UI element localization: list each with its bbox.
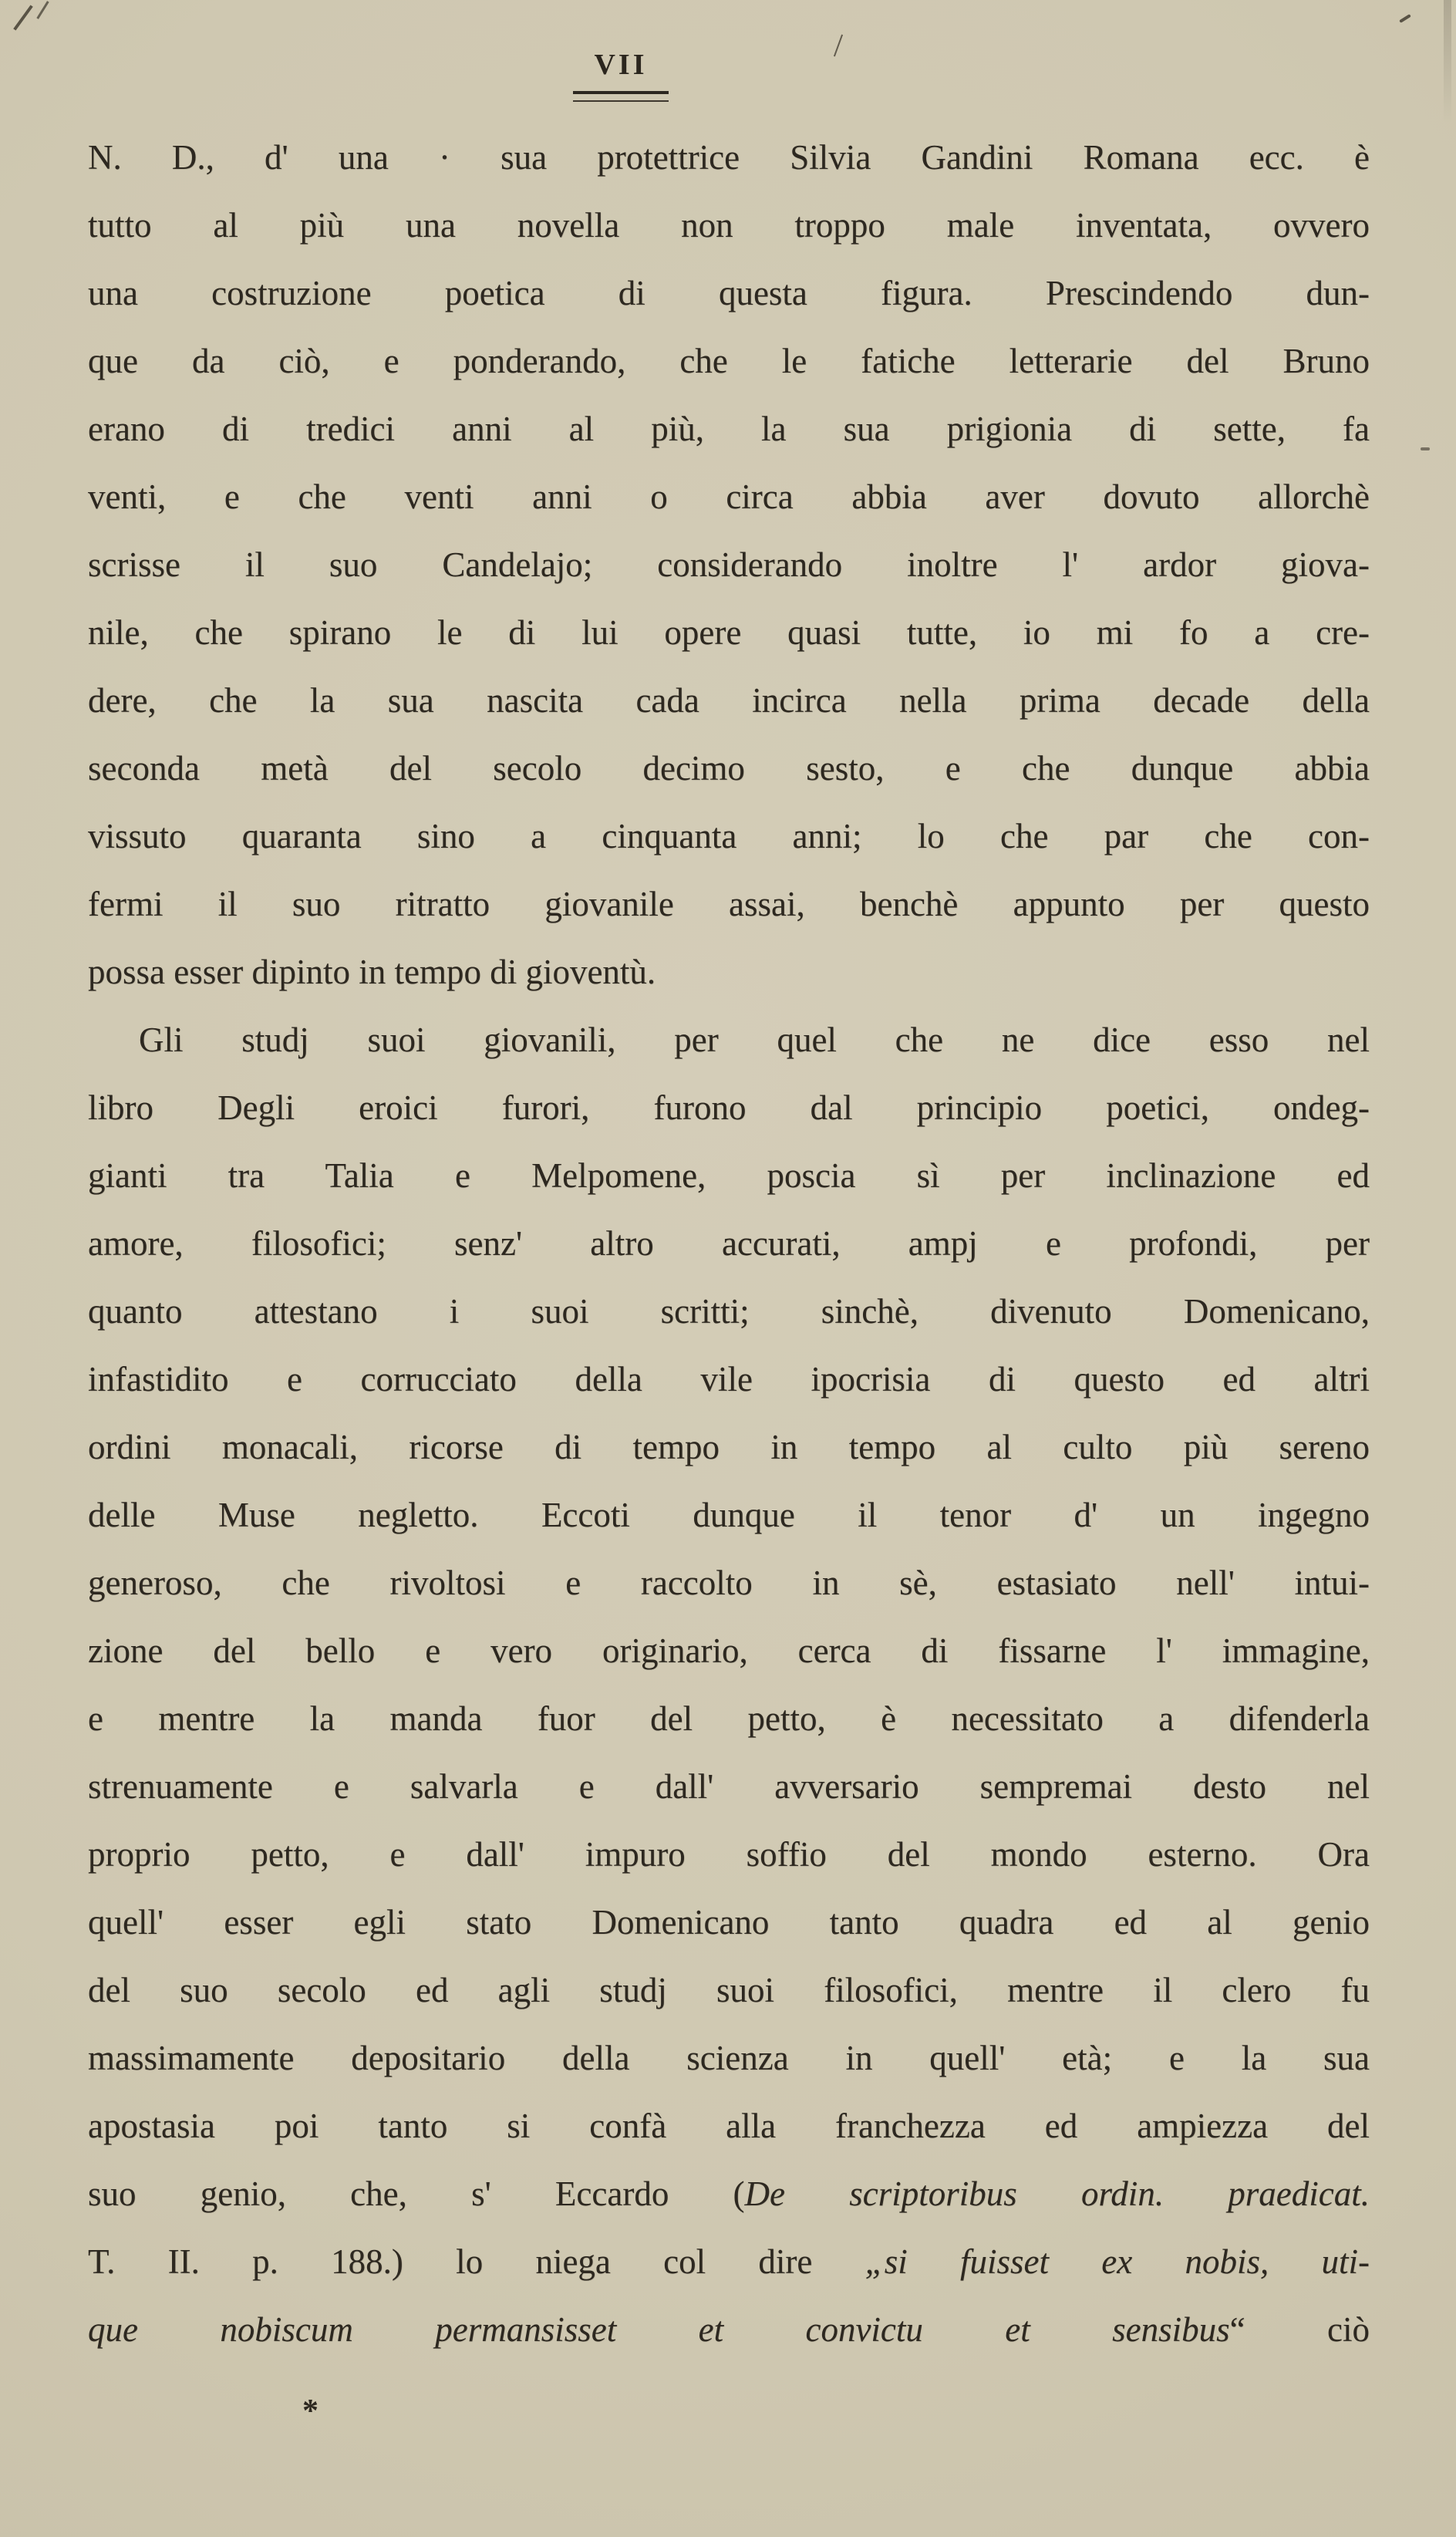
text-line <box>88 734 1370 802</box>
text-line <box>88 1209 1370 1277</box>
italic-text-segment: „si fuisset ex nobis, uti- <box>865 2242 1370 2281</box>
text-line <box>88 1753 1370 1820</box>
text-line <box>88 2092 1370 2160</box>
paragraph <box>88 1006 1370 2363</box>
text-segment: possa esser dipinto in tempo di gioventù. <box>88 953 656 991</box>
scan-artifact <box>13 5 33 30</box>
text-line <box>88 259 1370 327</box>
text-segment: dere, che la sua nascita cada incirca nella prima decade della <box>88 681 1370 720</box>
text-segment: infastidito e corrucciato della vile ipocrisia di questo ed altri <box>88 1360 1370 1398</box>
text-line <box>88 2160 1370 2228</box>
scan-artifact <box>1399 14 1411 23</box>
header-rule-thick <box>573 91 669 94</box>
text-line <box>88 2228 1370 2296</box>
text-line <box>88 1142 1370 1209</box>
scan-artifact <box>36 1 49 19</box>
text-line <box>88 1685 1370 1753</box>
paragraph <box>88 123 1370 1006</box>
text-line <box>88 463 1370 531</box>
text-line <box>88 1277 1370 1345</box>
text-segment: proprio petto, e dall' impuro soffio del mondo esterno. Ora <box>88 1835 1370 1874</box>
text-segment: suo genio, che, s' Eccardo ( <box>88 2174 745 2213</box>
text-line <box>88 191 1370 259</box>
text-segment: erano di tredici anni al più, la sua prigionia di sette, fa <box>88 410 1370 448</box>
text-line <box>88 870 1370 938</box>
text-segment: amore, filosofici; senz' altro accurati, ampj e profondi, per <box>88 1224 1370 1263</box>
text-line <box>88 531 1370 599</box>
text-line <box>88 1413 1370 1481</box>
text-line <box>88 1345 1370 1413</box>
text-segment: e mentre la manda fuor del petto, è necessitato a difenderla <box>88 1699 1370 1738</box>
text-line <box>88 938 1370 1006</box>
header-rule-thin <box>573 100 669 102</box>
text-line <box>88 1617 1370 1685</box>
text-line <box>88 802 1370 870</box>
footer-signature-mark: * <box>302 2394 318 2429</box>
text-segment: quanto attestano i suoi scritti; sinchè, divenuto Domenicano, <box>88 1292 1370 1331</box>
text-segment: delle Muse negletto. Eccoti dunque il tenor d' un ingegno <box>88 1496 1370 1534</box>
text-segment: venti, e che venti anni o circa abbia aver dovuto allorchè <box>88 477 1370 516</box>
text-line <box>88 1820 1370 1888</box>
text-line <box>88 1956 1370 2024</box>
text-segment: N. D., d' una · sua protettrice Silvia Gandini Romana ecc. è <box>88 138 1370 177</box>
text-segment: massimamente depositario della scienza in quell' età; e la sua <box>88 2039 1370 2077</box>
text-segment: gianti tra Talia e Melpomene, poscia sì per inclinazione ed <box>88 1156 1370 1195</box>
text-line <box>88 2296 1370 2363</box>
text-segment: del suo secolo ed agli studj suoi filosofici, mentre il clero fu <box>88 1971 1370 2009</box>
text-segment: seconda metà del secolo decimo sesto, e che dunque abbia <box>88 749 1370 788</box>
page-header <box>0 48 1242 102</box>
text-segment: T. II. p. 188.) lo niega col dire <box>88 2242 865 2281</box>
text-line <box>88 1888 1370 1956</box>
text-segment: generoso, che rivoltosi e raccolto in sè, estasiato nell' intui- <box>88 1564 1370 1602</box>
scan-artifact <box>1444 0 1451 123</box>
text-line <box>88 327 1370 395</box>
text-segment: tutto al più una novella non troppo male inventata, ovvero <box>88 206 1370 245</box>
text-line <box>88 2024 1370 2092</box>
text-segment: vissuto quaranta sino a cinquanta anni; lo che par che con- <box>88 817 1370 855</box>
text-segment: que da ciò, e ponderando, che le fatiche letterarie del Bruno <box>88 342 1370 380</box>
text-segment: scrisse il suo Candelajo; considerando inoltre l' ardor giova- <box>88 545 1370 584</box>
text-segment: libro Degli eroici furori, furono dal principio poetici, ondeg- <box>88 1088 1370 1127</box>
text-line <box>88 1006 1370 1074</box>
text-line <box>88 395 1370 463</box>
text-line <box>88 599 1370 666</box>
text-line <box>88 123 1370 191</box>
text-segment: apostasia poi tanto si confà alla franchezza ed ampiezza del <box>88 2107 1370 2145</box>
italic-text-segment: que nobiscum permansisset et convictu et sensibus <box>88 2310 1230 2349</box>
text-segment: zione del bello e vero originario, cerca di fissarne l' immagine, <box>88 1631 1370 1670</box>
scan-artifact <box>1421 447 1430 450</box>
text-line <box>88 1074 1370 1142</box>
text-segment: una costruzione poetica di questa figura. Prescindendo dun- <box>88 274 1370 312</box>
text-line <box>88 666 1370 734</box>
text-segment: fermi il suo ritratto giovanile assai, benchè appunto per questo <box>88 885 1370 923</box>
text-segment: ordini monacali, ricorse di tempo in tempo al culto più sereno <box>88 1428 1370 1466</box>
text-line <box>88 1481 1370 1549</box>
text-segment: Gli studj suoi giovanili, per quel che ne dice esso nel <box>139 1021 1370 1059</box>
page-number: VII <box>594 49 648 81</box>
text-segment: quell' esser egli stato Domenicano tanto quadra ed al genio <box>88 1903 1370 1942</box>
italic-text-segment: De scriptoribus ordin. praedicat. <box>744 2174 1370 2213</box>
text-segment: “ ciò <box>1229 2310 1370 2349</box>
text-segment: nile, che spirano le di lui opere quasi tutte, io mi fo a cre- <box>88 613 1370 652</box>
text-line <box>88 1549 1370 1617</box>
text-segment: strenuamente e salvarla e dall' avversario sempremai desto nel <box>88 1767 1370 1806</box>
text-block <box>88 123 1370 2363</box>
